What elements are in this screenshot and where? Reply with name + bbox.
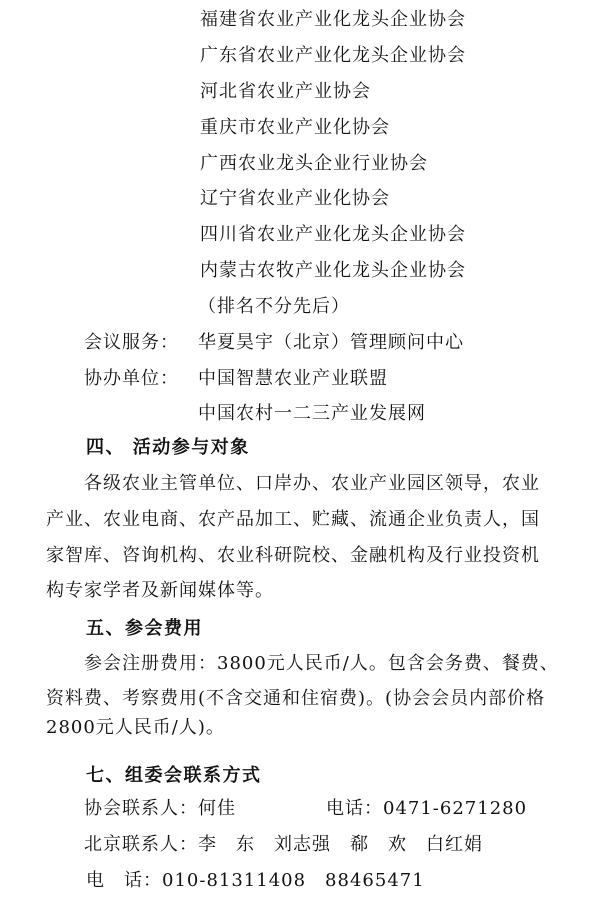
paragraph-line: 各级农业主管单位、口岸办、农业产业园区领导，农业 bbox=[84, 473, 540, 494]
paragraph-line: 构专家学者及新闻媒体等。 bbox=[46, 580, 274, 601]
paragraph-line: 资料费、考察费用(不含交通和住宿费)。(协会会员内部价格 bbox=[46, 688, 546, 709]
organizer-item: 广东省农业产业化龙头企业协会 bbox=[200, 45, 466, 66]
contact-phone: 电 话：010-81311408 88465471 bbox=[86, 870, 425, 891]
meeting-service-label: 会议服务： bbox=[84, 332, 179, 353]
co-organizer-value: 中国农村一二三产业发展网 bbox=[198, 403, 426, 424]
meeting-service-value: 华夏昊宇（北京）管理顾问中心 bbox=[198, 332, 464, 353]
beijing-contact: 北京联系人：李 东 刘志强 郗 欢 白红娟 bbox=[84, 834, 483, 855]
co-organizer-label: 协办单位： bbox=[84, 368, 179, 389]
paragraph-line: 2800元人民币/人)。 bbox=[46, 717, 225, 738]
section-5-heading: 五、参会费用 bbox=[86, 618, 203, 639]
co-organizer-value: 中国智慧农业产业联盟 bbox=[198, 368, 388, 389]
organizer-item: 广西农业龙头企业行业协会 bbox=[200, 153, 428, 174]
association-phone: 电话：0471-6271280 bbox=[326, 798, 528, 819]
organizers-note: （排名不分先后） bbox=[198, 296, 350, 317]
section-4-heading: 四、 活动参与对象 bbox=[86, 437, 250, 458]
organizer-item: 河北省农业产业协会 bbox=[200, 81, 371, 102]
organizer-item: 四川省农业产业化龙头企业协会 bbox=[200, 224, 466, 245]
paragraph-line: 参会注册费用：3800元人民币/人。包含会务费、餐费、 bbox=[84, 653, 559, 674]
organizer-item: 重庆市农业产业化协会 bbox=[200, 117, 390, 138]
organizer-item: 辽宁省农业产业化协会 bbox=[200, 188, 390, 209]
section-7-heading: 七、组委会联系方式 bbox=[86, 765, 262, 786]
paragraph-line: 产业、农业电商、农产品加工、贮藏、流通企业负责人，国 bbox=[46, 509, 540, 530]
organizer-item: 福建省农业产业化龙头企业协会 bbox=[200, 9, 466, 30]
paragraph-line: 家智库、咨询机构、农业科研院校、金融机构及行业投资机 bbox=[46, 545, 540, 566]
organizer-item: 内蒙古农牧产业化龙头企业协会 bbox=[200, 260, 466, 281]
association-contact: 协会联系人：何佳 bbox=[84, 798, 236, 819]
